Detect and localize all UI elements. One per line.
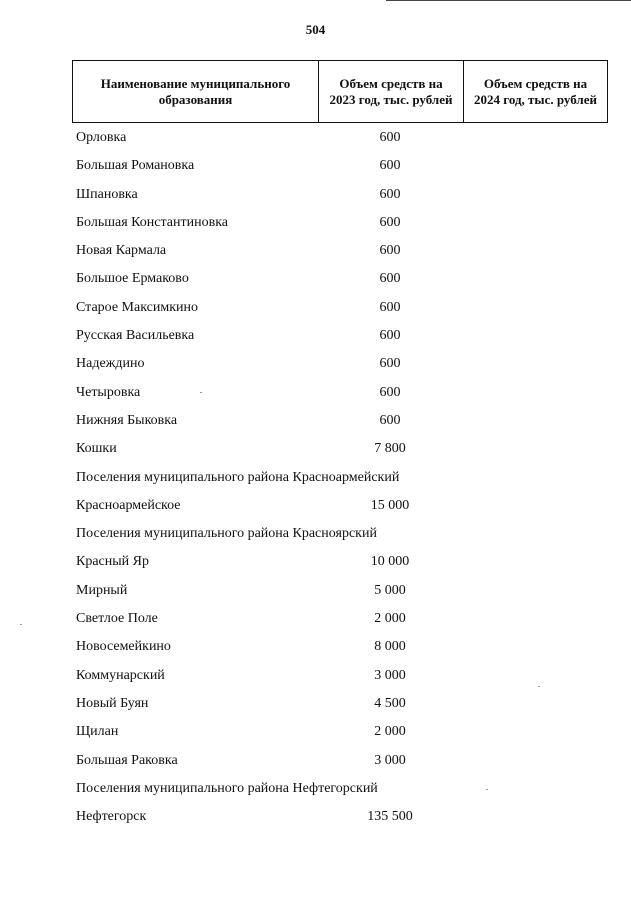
- table-row: [0, 577, 631, 605]
- page-number: 504: [305, 22, 326, 37]
- table-row: [0, 520, 631, 548]
- table-row: [0, 379, 631, 407]
- row-value-2023: 3 000: [374, 667, 406, 683]
- row-name: Поселения муниципального района Красноярский: [76, 526, 377, 542]
- row-name: Красноармейское: [76, 497, 181, 513]
- row-value-2023: 5 000: [374, 582, 406, 598]
- row-value-2023: 2 000: [374, 611, 406, 627]
- row-name: Коммунарский: [76, 667, 165, 683]
- row-name: Новосемейкино: [76, 639, 171, 655]
- row-value-2023: 600: [379, 356, 401, 372]
- scan-speck: [538, 686, 540, 687]
- row-value-2023: 600: [379, 271, 401, 287]
- row-value-2023: 600: [379, 412, 401, 428]
- row-name: Нефтегорск: [76, 809, 147, 825]
- table-row: [0, 124, 631, 152]
- row-value-2023: 7 800: [374, 441, 406, 457]
- table-row: [0, 237, 631, 265]
- row-value-2023: 600: [379, 214, 401, 230]
- row-name: Поселения муниципального района Красноармейский: [76, 469, 400, 485]
- row-name: Мирный: [76, 582, 128, 598]
- header-name-column: Наименование муниципального образования: [73, 61, 319, 122]
- row-value-2023: 15 000: [370, 497, 410, 513]
- row-value-2023: 4 500: [374, 695, 406, 711]
- row-name: Щилан: [76, 724, 119, 740]
- table-header: [72, 60, 608, 123]
- row-value-2023: 600: [379, 328, 401, 344]
- scan-speck: [200, 392, 202, 393]
- table-row: [0, 265, 631, 293]
- table-row: [0, 407, 631, 435]
- row-name: Старое Максимкино: [76, 299, 199, 315]
- row-name: Орловка: [76, 130, 127, 145]
- row-name: Шпановка: [76, 186, 138, 202]
- table-row: [0, 690, 631, 718]
- header-2023-column: Объем средств на 2023 год, тыс. рублей: [319, 61, 464, 122]
- top-rule-line: [386, 0, 631, 1]
- row-value-2023: 8 000: [374, 639, 406, 655]
- table-row: [0, 718, 631, 746]
- table-row: [0, 492, 631, 520]
- row-name: Красный Яр: [76, 554, 149, 570]
- scan-speck: [20, 624, 22, 625]
- row-value-2023: 600: [379, 299, 401, 315]
- row-value-2023: 600: [379, 384, 401, 400]
- header-2024-column: Объем средств на 2024 год, тыс. рублей: [474, 75, 597, 107]
- row-name: Четыровка: [76, 384, 141, 400]
- table-row: [0, 294, 631, 322]
- table-body: [0, 124, 631, 831]
- table-row: [0, 605, 631, 633]
- scan-speck: [486, 789, 488, 790]
- table-row: [0, 548, 631, 576]
- table-row: [0, 803, 631, 831]
- row-name: Большая Константиновка: [76, 214, 229, 230]
- row-value-2023: 10 000: [370, 554, 410, 570]
- row-name: Большая Раковка: [76, 752, 178, 768]
- table-row: [0, 633, 631, 661]
- table-row: [0, 322, 631, 350]
- table-row: [0, 181, 631, 209]
- table-row: [0, 747, 631, 775]
- row-name: Большая Романовка: [76, 158, 195, 174]
- row-value-2023: 600: [379, 186, 401, 202]
- row-name: Русская Васильевка: [76, 328, 195, 344]
- row-value-2023: 3 000: [374, 752, 406, 768]
- row-name: Надеждино: [76, 356, 145, 372]
- row-name: Поселения муниципального района Нефтегорский: [76, 780, 378, 796]
- row-name: Кошки: [76, 441, 117, 457]
- table-row: [0, 775, 631, 803]
- row-value-2023: 600: [379, 158, 401, 174]
- table-row: [0, 464, 631, 492]
- row-name: Светлое Поле: [76, 611, 158, 627]
- table-row: [0, 209, 631, 237]
- table-row: [0, 152, 631, 180]
- row-value-2023: 600: [379, 243, 401, 259]
- row-value-2023: 600: [379, 130, 401, 145]
- row-name: Новый Буян: [76, 695, 149, 711]
- row-value-2023: 2 000: [374, 724, 406, 740]
- row-name: Большое Ермаково: [76, 271, 189, 287]
- table-row: [0, 350, 631, 378]
- row-name: Новая Кармала: [76, 243, 167, 259]
- row-value-2023: 135 500: [367, 809, 413, 825]
- table-row: [0, 662, 631, 690]
- table-row: [0, 435, 631, 463]
- row-name: Нижняя Быковка: [76, 412, 178, 428]
